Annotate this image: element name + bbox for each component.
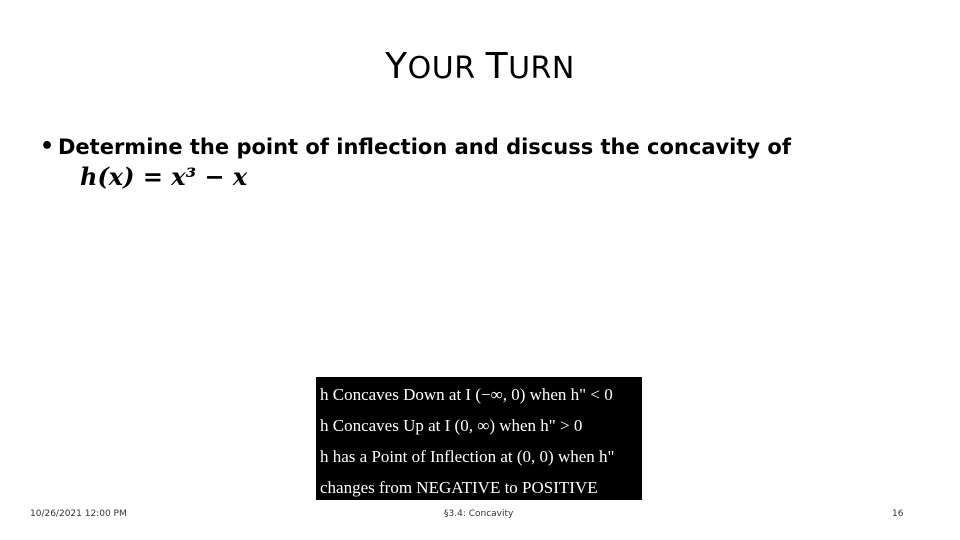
answer-row-concave-up: h Concaves Up at I (0, ∞) when h" > 0: [320, 416, 583, 435]
function-expression: h(x) = x³ − x: [80, 162, 248, 191]
answer-box: [316, 377, 642, 500]
title-initial-t: T: [485, 46, 509, 87]
title-rest-urn: URN: [508, 51, 575, 86]
title-rest-our: OUR: [407, 51, 486, 86]
prompt-text: Determine the point of inflection and discuss the concavity of: [58, 135, 791, 159]
footer-page-number: 16: [892, 509, 904, 519]
problem-prompt: [40, 132, 900, 192]
slide-title: [0, 46, 960, 87]
answer-row-sign-change: changes from NEGATIVE to POSITIVE: [320, 478, 598, 497]
answer-row-concave-down: h Concaves Down at I (−∞, 0) when h" < 0: [320, 385, 613, 404]
title-initial-y: Y: [385, 46, 408, 87]
footer-date: 10/26/2021 12:00 PM: [30, 509, 127, 519]
footer-section: §3.4: Concavity: [444, 509, 514, 519]
answer-row-inflection: h has a Point of Inflection at (0, 0) when h": [320, 447, 615, 466]
bullet-icon: •: [40, 134, 55, 159]
